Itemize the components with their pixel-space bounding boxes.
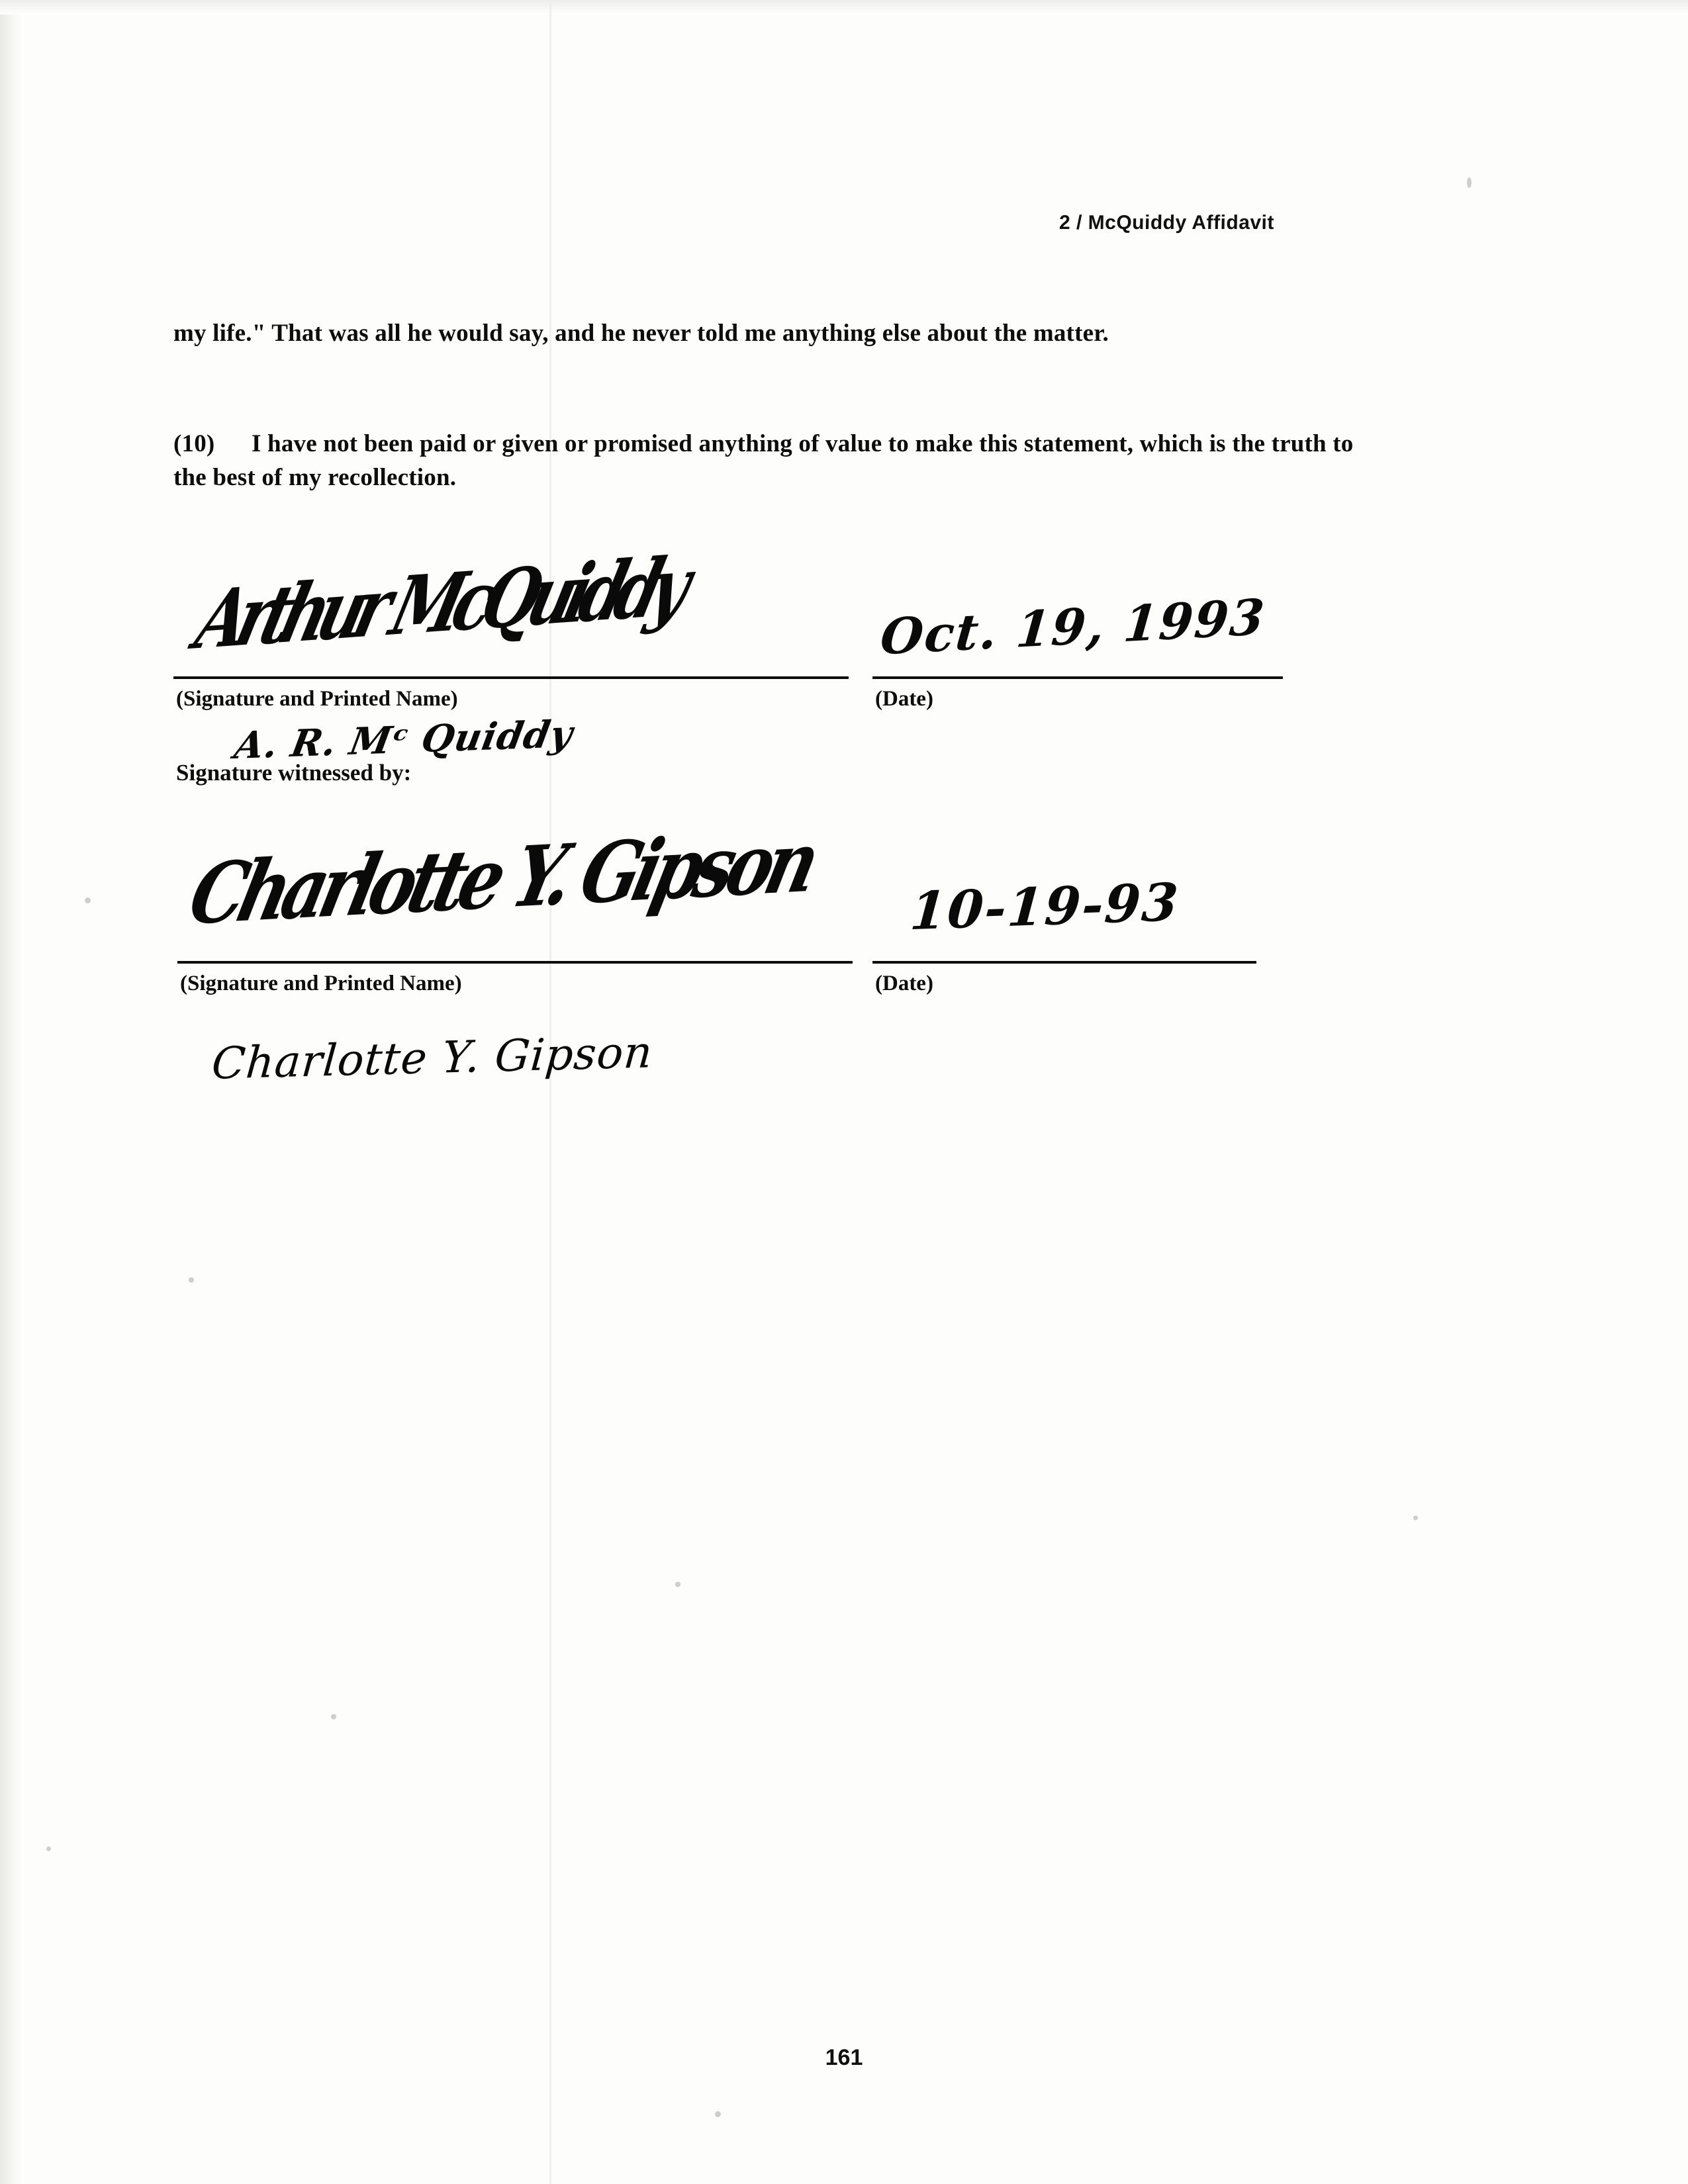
affiant-handwritten-date: Oct. 19, 1993 [878,588,1268,666]
affiant-date-rule [872,676,1283,679]
witness-date-caption: (Date) [875,972,933,995]
scan-speck [46,1846,51,1851]
page-number: 161 [825,2045,863,2070]
running-head: 2 / McQuiddy Affidavit [1058,212,1275,234]
scan-speck [189,1277,194,1283]
scan-speck [85,897,91,903]
scan-top-shadow [0,0,1688,15]
paragraph-item-10 [173,427,1365,494]
witness-label: Signature witnessed by: [176,760,412,786]
witness-handwritten-signature: Charlotte Y. Gipson [181,812,823,944]
witness-signature-caption: (Signature and Printed Name) [180,972,462,995]
witness-date-rule [872,961,1256,964]
affiant-handwritten-signature: Arthur McQuiddy [187,539,692,668]
scan-speck [1467,177,1472,188]
scan-edge-shadow [0,0,24,2184]
scan-speck [715,2111,721,2117]
scan-speck [331,1714,336,1719]
affiant-date-caption: (Date) [875,687,933,711]
affiant-signature-caption: (Signature and Printed Name) [176,687,458,711]
paragraph-continued: my life." That was all he would say, and he never told me anything else about the matter. [173,320,1109,347]
affiant-signature-rule [173,676,849,679]
affiant-handwritten-printed-name: A. R. Mᶜ Quiddy [231,711,577,768]
paragraph-item-10-text: I have not been paid or given or promised anything of value to make this statement, which is the truth to the best of my recollection. [173,430,1354,492]
scan-speck [675,1582,680,1587]
witness-handwritten-printed-name: Charlotte Y. Gipson [210,1026,655,1089]
paragraph-item-10-number: (10) [173,430,215,457]
witness-handwritten-date: 10-19-93 [908,872,1182,942]
witness-signature-rule [177,961,853,964]
scan-speck [1413,1516,1418,1520]
